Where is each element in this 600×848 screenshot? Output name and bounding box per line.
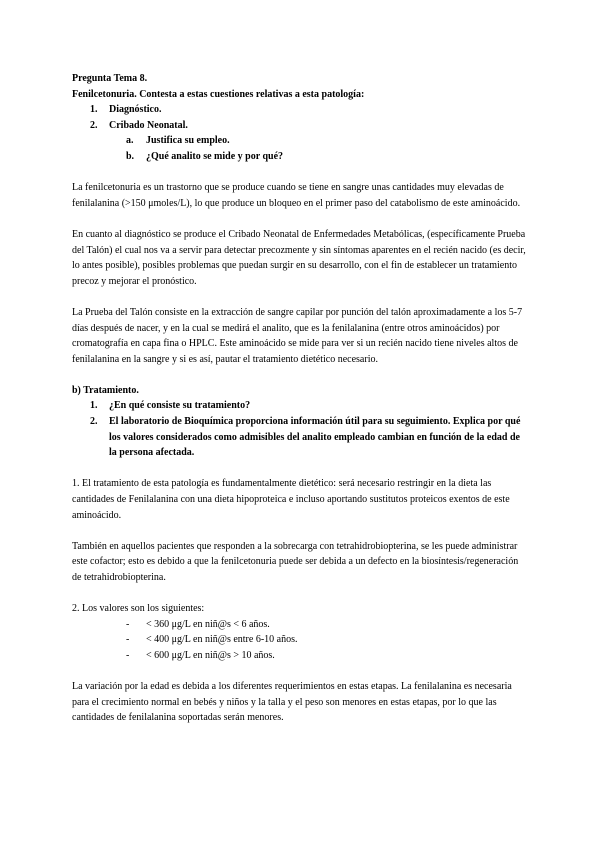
question-item [72,118,530,134]
item-letter: a. [126,135,134,147]
answer-paragraph: La variación por la edad es debida a los diferentes requerimientos en estas etapas. La fenilalanina es necesaria para el crecimiento normal en bebés y niños y la talla y el peso son menores en estas etapas, por lo que las cantidades de fenilalanina soportadas serán menores. [72,681,512,724]
question-subtitle: Fenilcetonuria. Contesta a estas cuestiones relativas a esta patología: [72,88,365,100]
item-number: 2. [90,119,98,131]
item-text: Diagnóstico. [109,104,162,116]
item-number: 1. [90,400,98,412]
question-item [72,414,530,461]
subquestion-item [72,149,530,165]
item-text: ¿En qué consiste su tratamiento? [109,400,251,412]
item-text: Justifica su empleo. [146,135,230,147]
answer-paragraph: La fenilcetonuria es un trastorno que se produce cuando se tiene en sangre unas cantidades muy elevadas de fenilalanina (>150 μmoles/L), lo que produce un bloqueo en el primer paso del catabolismo de este aminoácido. [72,182,521,209]
dash-bullet: - [126,618,130,630]
value-text: < 360 μg/L en niñ@s < 6 años. [146,618,270,630]
item-letter: b. [126,150,135,162]
subquestion-item [72,133,530,149]
value-text: < 400 μg/L en niñ@s entre 6-10 años. [146,634,298,646]
value-text: < 600 μg/L en niñ@s > 10 años. [146,649,275,661]
item-number: 2. [90,416,98,428]
dash-bullet: - [126,649,130,661]
value-list-item [72,617,530,633]
item-text: El laboratorio de Bioquímica proporciona información útil para su seguimiento. Explica por qué los valores considerados como admisibles del analito empleado cambian en función de la edad de la persona afectada. [109,416,521,459]
answer-paragraph: 2. Los valores son los siguientes: [72,603,205,615]
item-text: Cribado Neonatal. [109,119,188,131]
item-number: 1. [90,104,98,116]
question-item [72,102,530,118]
item-text: ¿Qué analito se mide y por qué? [146,150,284,162]
value-list-item [72,648,530,664]
dash-bullet: - [126,634,130,646]
answer-paragraph: También en aquellos pacientes que responden a la sobrecarga con tetrahidrobiopterina, se les puede administrar este cofactor; esto es debido a que la fenilcetonuria puede ser debida a un defecto en la biosíntesis/regeneración de tetrahidrobiopterina. [72,540,519,583]
value-list-item [72,632,530,648]
document-page [72,71,530,726]
answer-paragraph: La Prueba del Talón consiste en la extracción de sangre capilar por punción del talón aproximadamente a los 5-7 días después de nacer, y en la cual se medirá el analito, que es la fenilalanina (entre otros aminoácidos) por cromatografía en capa fina o HPLC. Este aminoácido se mide para ver si un recién nacido tiene niveles altos de fenilalanina en la sangre y si es así, pautar el tratamiento dietético necesario. [72,306,523,365]
section-b-title: b) Tratamiento. [72,384,139,396]
question-item [72,398,530,414]
answer-paragraph: En cuanto al diagnóstico se produce el Cribado Neonatal de Enfermedades Metabólicas, (específicamente Prueba del Talón) el cual nos va a servir para detectar precozmente y sin síntomas aparentes en el recién nacido (es decir, lo antes posible), posibles problemas que puedan surgir en su desarrollo, con el fin de establecer un tratamiento precoz y mejorar el pronóstico. [72,228,526,287]
answer-paragraph: 1. El tratamiento de esta patología es fundamentalmente dietético: será necesario restringir en la dieta las cantidades de Fenilalanina con una dieta hipoproteica e incluso aportando sustitutos proteicos exentos de este aminoácido. [72,478,510,521]
question-title: Pregunta Tema 8. [72,73,148,84]
